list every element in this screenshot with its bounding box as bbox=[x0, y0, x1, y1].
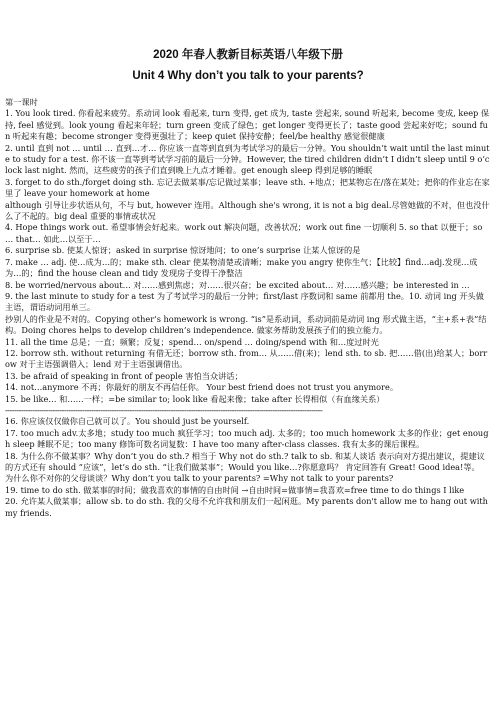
note-paragraph: 20. 允许某人做某事；allow sb. to do sth. 我的父母不允许我和朋友们一起闲逛。My parents don't allow me to hang out with my friends. bbox=[5, 496, 488, 518]
note-paragraph: 11. all the time 总是；一直；频繁；反复；spend… on/spend … doing/spend with 和…度过时光 bbox=[5, 336, 379, 347]
note-paragraph: 3. forget to do sth./forget doing sth. 忘记去做某事/忘记做过某事；leave sth. +地点；把某物忘在/落在某处；把你的作业忘在家里了 leave your homework at home bbox=[5, 176, 490, 199]
note-paragraph: 18. 为什么你不做某事？Why don’t you do sth.? 相当于 Why not do sth.? talk to sb. 和某人谈话 表示向对方提出建议，提建议的方式还有 should “应该”，let’s do sth. “让我们做某事”；Would you like…?你愿意吗？ 肯定回答有 Great! Good idea!等。 bbox=[5, 450, 485, 472]
notes-body bbox=[5, 108, 491, 519]
note-paragraph: 2. until 直到 not … until … 直到…才… 你应该一直等到直到为考试学习的最后一分钟。You shouldn’t wait until the last minute to study for a test. 你不该一直等到考试学习前的最后一分钟。However, the tired children didn’t I didn’t sleep until 9 o’clock last night. 然而，这些疲劳的孩子们直到晚上九点才睡着。get enough sleep 得到足够的睡眠 bbox=[5, 142, 490, 176]
note-paragraph: 抄别人的作业是不对的。Copying other’s homework is wrong. “is”是系动词，系动词前是动词 ing 形式做主语，“主+系+表”结构。Doing chores helps to develop children’s independence. 做家务帮助发展孩子们的独立能力。 bbox=[5, 313, 487, 336]
note-paragraph: 7. make … adj. 使…成为…的；make sth. clear 使某物清楚或清晰；make you angry 使你生气；【比较】find…adj.发现…成为…的；find the house clean and tidy 发现房子变得干净整洁 bbox=[5, 256, 478, 279]
note-paragraph: 6. surprise sb. 使某人惊讶；asked in surprise 惊讶地问；to one’s surprise 让某人惊讶的是 bbox=[5, 245, 361, 256]
note-paragraph: 8. be worried/nervous about… 对……感到焦虑；对……很兴奋；be excited about… 对……感兴趣；be interested in … bbox=[5, 279, 470, 290]
note-paragraph: 13. be afraid of speaking in front of people 害怕当众讲话； bbox=[5, 370, 243, 381]
section-divider: -------------------------------------------------------------------------------------------------------------------------------------------- bbox=[5, 404, 323, 415]
note-paragraph: 15. be like… 和……一样；=be similar to; look like 看起来像；take after 长得相似（有血缘关系） bbox=[5, 393, 385, 404]
note-paragraph: 9. the last minute to study for a test 为了考试学习的最后一分钟；first/last 序数词和 same 前都用 the。10. 动词 ing 开头做主语，谓语动词用单三。 bbox=[5, 290, 484, 313]
note-paragraph: 4. Hope things work out. 希望事情会好起来。work out 解决问题，改善状况；work out fine 一切顺利 5. so that 以便于；so … that… 如此…以至于… bbox=[5, 222, 483, 244]
note-paragraph: 1. You look tired. 你看起来疲劳。系动词 look 看起来, turn 变得, get 成为, taste 尝起来, sound 听起来, become 变成, keep 保持, feel 感觉到。look young 看起来年轻；turn green 变成了绿色；get longer 变得更长了；taste good 尝起来好吃；sound fun 听起来有趣；become stronger 变得更强壮了；keep quiet 保持安静；feel/be healthy 感觉很健康 bbox=[5, 108, 490, 142]
document-title: 2020 年春人教新目标英语八年级下册 bbox=[153, 49, 343, 61]
note-paragraph: 19. time to do sth. 做某事的时间；做我喜欢的事情的自由时间 →自由时间=做事情=我喜欢=free time to do things I like bbox=[5, 484, 465, 495]
note-paragraph: 12. borrow sth. without returning 有借无还；borrow sth. from… 从……借(来)；lend sth. to sb. 把……借(出)给某人；borrow 对于主语强调借入；lend 对于主语强调借出。 bbox=[5, 347, 488, 370]
note-paragraph: 16. 你应该仅仅做你自己就可以了。You should just be yourself. bbox=[5, 416, 250, 427]
note-paragraph: although 引导让步状语从句，不与 but, however 连用。Although she's wrong, it is not a big deal.尽管她做的不对，但也没什么了不起的。big deal 重要的事情或状况 bbox=[5, 199, 490, 222]
note-paragraph: 为什么你不对你的父母谈谈？Why don’t you talk to your parents? =Why not talk to your parents? bbox=[5, 473, 394, 484]
section-label: 第一课时 bbox=[5, 97, 38, 107]
note-paragraph: 14. not…anymore 不再；你最好的朋友不再信任你。 Your best friend does not trust you anymore。 bbox=[5, 382, 399, 393]
unit-title: Unit 4 Why don’t you talk to your parents? bbox=[132, 70, 364, 82]
note-paragraph: 17. too much adv.太多地；study too much 疯狂学习；too much adj. 太多的；too much homework 太多的作业；get enough sleep 睡眠不足；too many 修饰可数名词复数：I have too many after-class classes. 我有太多的课后课程。 bbox=[5, 427, 489, 450]
